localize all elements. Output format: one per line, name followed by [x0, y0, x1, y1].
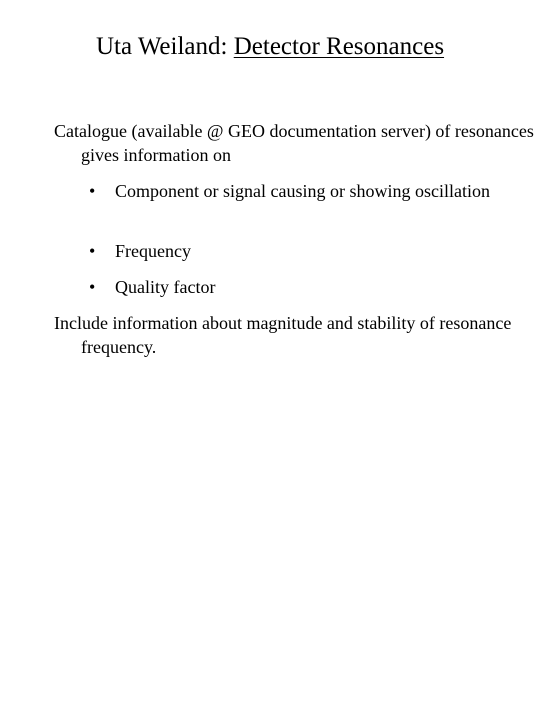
bullet-text: Component or signal causing or showing oscillation: [115, 181, 490, 201]
bullet-text: Quality factor: [115, 277, 216, 297]
intro-paragraph: Catalogue (available @ GEO documentation server) of resonances gives information on: [54, 121, 534, 165]
bullet-marker: •: [89, 277, 96, 297]
closing-paragraph: Include information about magnitude and stability of resonance frequency.: [54, 313, 512, 357]
bullet-item: [89, 239, 535, 263]
title-author: Uta Weiland:: [95, 33, 234, 60]
bullet-marker: •: [89, 241, 96, 261]
slide-title: [0, 30, 540, 64]
bullet-text: Frequency: [115, 241, 191, 261]
bullet-item: [89, 275, 535, 299]
bullet-item: [89, 179, 535, 203]
title-topic: Detector Resonances: [233, 33, 445, 60]
bullet-marker: •: [89, 181, 96, 201]
